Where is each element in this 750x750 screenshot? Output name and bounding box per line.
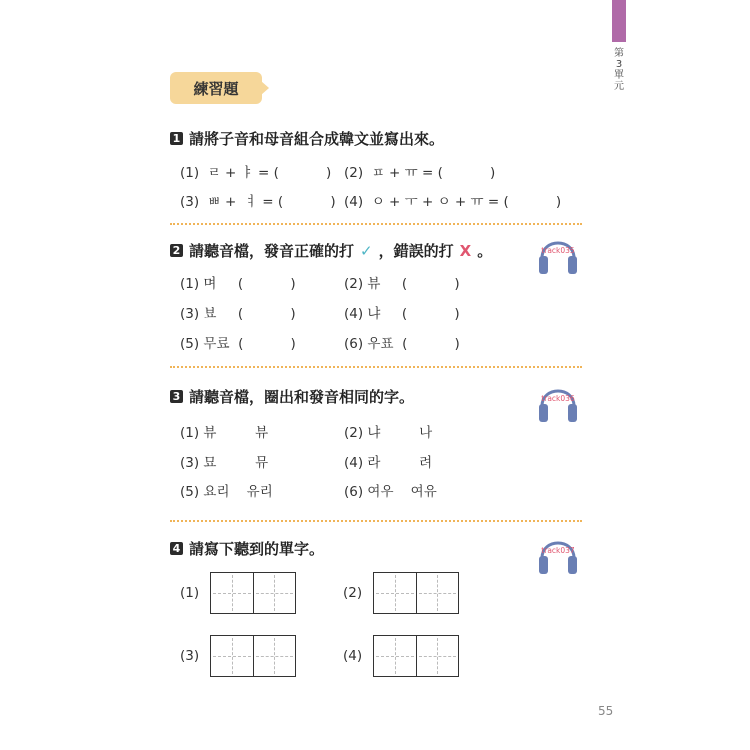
q4-label-2: (2) [343, 585, 363, 601]
q3-item-6: (6) 여우 여유 [344, 484, 437, 500]
q4-title: 請寫下聽到的單字。 [189, 540, 325, 558]
track-label: track036 [541, 394, 575, 403]
q1-number: 1 [170, 132, 183, 145]
q1-title: 請將子音和母音組合成韓文並寫出來。 [189, 130, 445, 148]
q2-item-5: (5) 무료 ( ) [180, 336, 296, 352]
q4-number: 4 [170, 542, 183, 555]
q1-item-2: (2) ㅍ + ㅠ = ( ) [344, 165, 496, 181]
q3-heading [170, 386, 414, 407]
q2-item-4: (4) 냐 ( ) [344, 306, 460, 322]
q2-title-a: 請聽音檔，發音正確的打 [189, 242, 355, 260]
q4-label-4: (4) [343, 648, 363, 664]
section-divider [170, 223, 582, 225]
writing-box-2[interactable] [373, 572, 459, 614]
check-mark-icon: ✓ [360, 241, 373, 260]
q2-heading [170, 240, 492, 261]
q2-item-1: (1) 며 ( ) [180, 276, 296, 292]
q3-item-1: (1) 뷰 뷰 [180, 425, 269, 441]
track-label: track035 [541, 246, 575, 255]
headphones-icon [536, 528, 580, 578]
q4-label-1: (1) [180, 585, 200, 601]
track-label: track037 [541, 546, 575, 555]
chapter-tab [612, 0, 626, 42]
writing-box-3[interactable] [210, 635, 296, 677]
q3-item-2: (2) 냐 나 [344, 425, 433, 441]
q2-number: 2 [170, 244, 183, 257]
q2-title-b: ，錯誤的打 [378, 242, 454, 260]
cross-mark-icon: X [459, 241, 472, 260]
q2-item-2: (2) 뷰 ( ) [344, 276, 460, 292]
q3-item-4: (4) 라 려 [344, 455, 433, 471]
headphones-icon [536, 376, 580, 426]
q1-heading [170, 128, 444, 149]
q3-title: 請聽音檔，圈出和發音相同的字。 [189, 388, 415, 406]
q3-number: 3 [170, 390, 183, 403]
exercise-badge: 練習題 [170, 72, 262, 104]
writing-box-1[interactable] [210, 572, 296, 614]
headphones-icon [536, 228, 580, 278]
q2-title-c: 。 [477, 242, 493, 260]
writing-box-4[interactable] [373, 635, 459, 677]
q2-item-6: (6) 우표 ( ) [344, 336, 460, 352]
section-divider [170, 520, 582, 522]
q1-item-4: (4) ㅇ + ㅜ + ㅇ + ㅠ = ( ) [344, 194, 562, 210]
q3-item-5: (5) 요리 유리 [180, 484, 273, 500]
q2-item-3: (3) 뵤 ( ) [180, 306, 296, 322]
q1-item-1: (1) ㄹ + ㅑ = ( ) [180, 165, 332, 181]
q3-item-3: (3) 묘 뮤 [180, 455, 269, 471]
q4-label-3: (3) [180, 648, 200, 664]
chapter-label: 第 3 單 元 [614, 48, 624, 92]
section-divider [170, 366, 582, 368]
q4-heading [170, 538, 324, 559]
page-number: 55 [598, 704, 614, 718]
q1-item-3: (3) ㅃ + ㅕ = ( ) [180, 194, 336, 210]
